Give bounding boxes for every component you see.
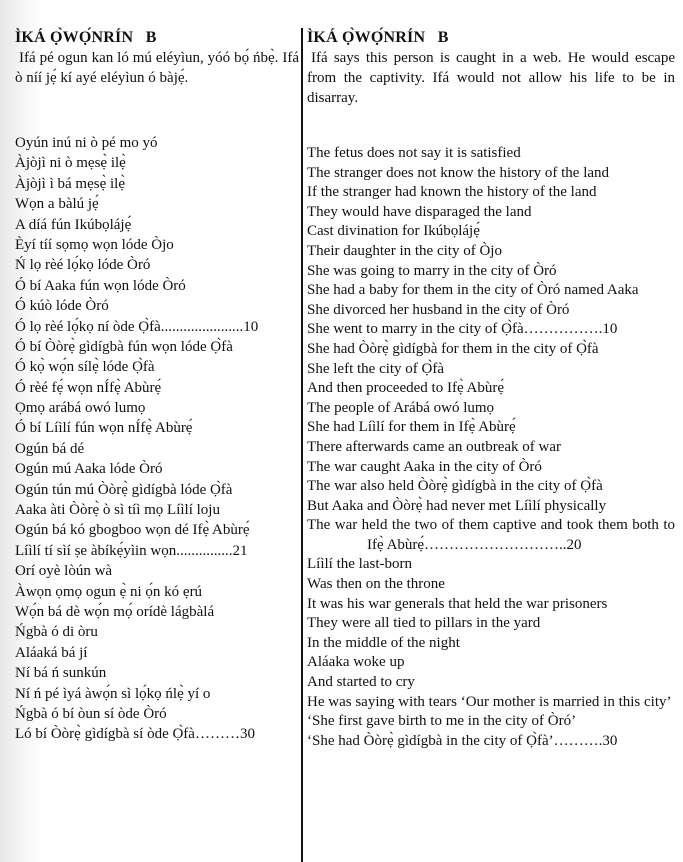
verse-line: Ogún mú Aaka lóde Òró: [15, 461, 163, 478]
verse-line: And started to cry: [307, 674, 415, 691]
verse-line: Ó kọ̀ wọ́n sílẹ̀ lóde Ọ̀fà: [15, 359, 155, 376]
verse-line: They were all tied to pillars in the yard: [307, 615, 541, 632]
verse-line: She had a baby for them in the city of Òró named Aaka: [307, 282, 639, 299]
verse-line: He was saying with tears ‘Our mother is married in this city’: [307, 693, 672, 710]
verse-line: Ó bí Òòrẹ̀ gìdígbà fún wọn lóde Ọ̀fà: [15, 338, 233, 355]
verse-line: Ó rèé fẹ́ wọn nÍfẹ̀ Abùrẹ́: [15, 379, 162, 396]
verse-line: They would have disparaged the land: [307, 203, 532, 220]
verse-line: Cast divination for Ikúbọlájẹ́: [307, 223, 480, 240]
verse-line: Ńgbà ó di òru: [15, 624, 98, 641]
verse-line: A díá fún Ikúbọlájẹ́: [15, 216, 132, 233]
verse-line: Aaka àti Òòrẹ̀ ò sì tíì mọ Líìlí loju: [15, 502, 220, 519]
verse-line: There afterwards came an outbreak of war: [307, 438, 562, 455]
verse-line: She left the city of Ọ̀fà: [307, 360, 445, 377]
verse-line: Àjòjì ni ò mẹsẹ̀ ilẹ̀: [15, 155, 126, 172]
verse-line: Wọ́n bá dè wọ́n mọ́ orídè lágbàlá: [15, 603, 215, 620]
verse-line: Ogún tún mú Òòrẹ̀ gìdígbà lóde Ọ̀fà: [15, 481, 233, 498]
verse-line: The people of Arábá owó lumọ: [307, 399, 495, 416]
verse-line: Aláaká bá jí: [15, 644, 88, 661]
verse-line: Orí oyè lòún wà: [15, 563, 113, 580]
english-intro: Ifá says this person is caught in a web. He would escape from the captivity. Ifá would not allow his life to be in disarray.: [307, 50, 675, 106]
verse-line: Ó lọ rèé lọ́kọ ní òde Ọ̀fà......................10: [15, 318, 259, 335]
verse-line: The stranger does not know the history of the land: [307, 164, 610, 181]
verse-line: And then proceeded to Ifẹ̀ Abùrẹ́: [307, 380, 505, 397]
verse-line: Oyún inú ni ò pé mo yó: [15, 135, 158, 151]
verse-line: Their daughter in the city of Òjo: [307, 242, 502, 259]
english-verse-list: [307, 144, 675, 751]
verse-line: Was then on the throne: [307, 576, 445, 593]
verse-line: Ọmọ arábá owó lumọ: [15, 400, 146, 417]
column-divider: [301, 28, 303, 862]
verse-line: She went to marry in the city of Ọ̀fà…………….10: [307, 321, 618, 338]
verse-line: Ló bí Òòrẹ̀ gìdígbà sí òde Ọ̀fà………30: [15, 726, 255, 743]
verse-line: But Aaka and Òòrẹ̀ had never met Líìlí physically: [307, 497, 607, 514]
verse-line: Èyí tíí sọmọ wọn lóde Òjo: [15, 236, 174, 253]
verse-line: Aláaka woke up: [307, 654, 405, 671]
verse-line: She was going to marry in the city of Òró: [307, 262, 557, 279]
verse-line: If the stranger had known the history of the land: [307, 184, 597, 201]
verse-line: Ogún bá kó gbogboo wọn dé Ifẹ̀ Abùrẹ́: [15, 522, 250, 539]
verse-line: The fetus does not say it is satisfied: [307, 145, 521, 161]
verse-line: The war also held Òòrẹ̀ gìdígbà in the city of Ọ̀fà: [307, 478, 603, 495]
english-heading: ÌKÁ Ọ̀WỌ́NRÍN B: [307, 29, 449, 46]
yoruba-verse-list: [15, 133, 300, 745]
verse-line: She had Líìlí for them in Ifẹ̀ Abùrẹ́: [307, 419, 516, 436]
verse-line: Líìlí the last-born: [307, 556, 412, 573]
verse-line: The war caught Aaka in the city of Òró: [307, 458, 542, 475]
verse-line: Ní ń pé ìyá àwọ́n sì lọ́kọ ńlẹ̀ yí o: [15, 685, 211, 702]
verse-line: She divorced her husband in the city of Òró: [307, 301, 570, 318]
verse-line: Ńgbà ó bí òun sí òde Òró: [15, 705, 167, 722]
verse-line: Àjòjì ì bá mẹsẹ̀ ilẹ̀: [15, 175, 125, 192]
yoruba-column-header: [15, 28, 299, 88]
verse-line: Ní bá ń sunkún: [15, 665, 107, 682]
verse-line: Wọn a bàlú jẹ́: [15, 196, 99, 213]
verse-line: ‘She had Òòrẹ̀ gìdígbà in the city of Ọ̀fà’……….30: [307, 732, 618, 749]
verse-line: Ó bí Aaka fún wọn lóde Òró: [15, 277, 186, 294]
verse-line: Ogún bá dé: [15, 440, 85, 457]
yoruba-intro: Ifá pé ogun kan ló mú eléyìun, yóó bọ́ ńbẹ̀. Ifá ò níí jẹ́ kí ayé eléyìun ó bàjẹ́.: [15, 50, 299, 86]
verse-line: ‘She first gave birth to me in the city of Òró’: [307, 713, 577, 730]
verse-line: The war held the two of them captive and took them both to Ifẹ̀ Abùrẹ́………………………..20: [307, 517, 675, 553]
verse-line: Ó kúò lóde Òró: [15, 298, 109, 315]
verse-line: She had Òòrẹ̀ gìdígbà for them in the city of Ọ̀fà: [307, 340, 599, 357]
verse-line: Ó bí Líìlí fún wọn nÍfẹ̀ Abùrẹ́: [15, 420, 193, 437]
verse-line: It was his war generals that held the war prisoners: [307, 595, 608, 612]
verse-line: In the middle of the night: [307, 634, 460, 651]
verse-line: Àwọn ọmọ ogun ẹ̀ ni ọ́n kó ẹrú: [15, 583, 203, 600]
verse-line: Líìlí tí sìí ṣe àbíkẹ́yìin wọn...............21: [15, 542, 248, 559]
english-column-header: [307, 28, 675, 108]
verse-line: Ń lọ rèé lọ́kọ lóde Òró: [15, 257, 151, 274]
yoruba-heading: ÌKÁ Ọ̀WỌ́NRÍN B: [15, 29, 157, 46]
